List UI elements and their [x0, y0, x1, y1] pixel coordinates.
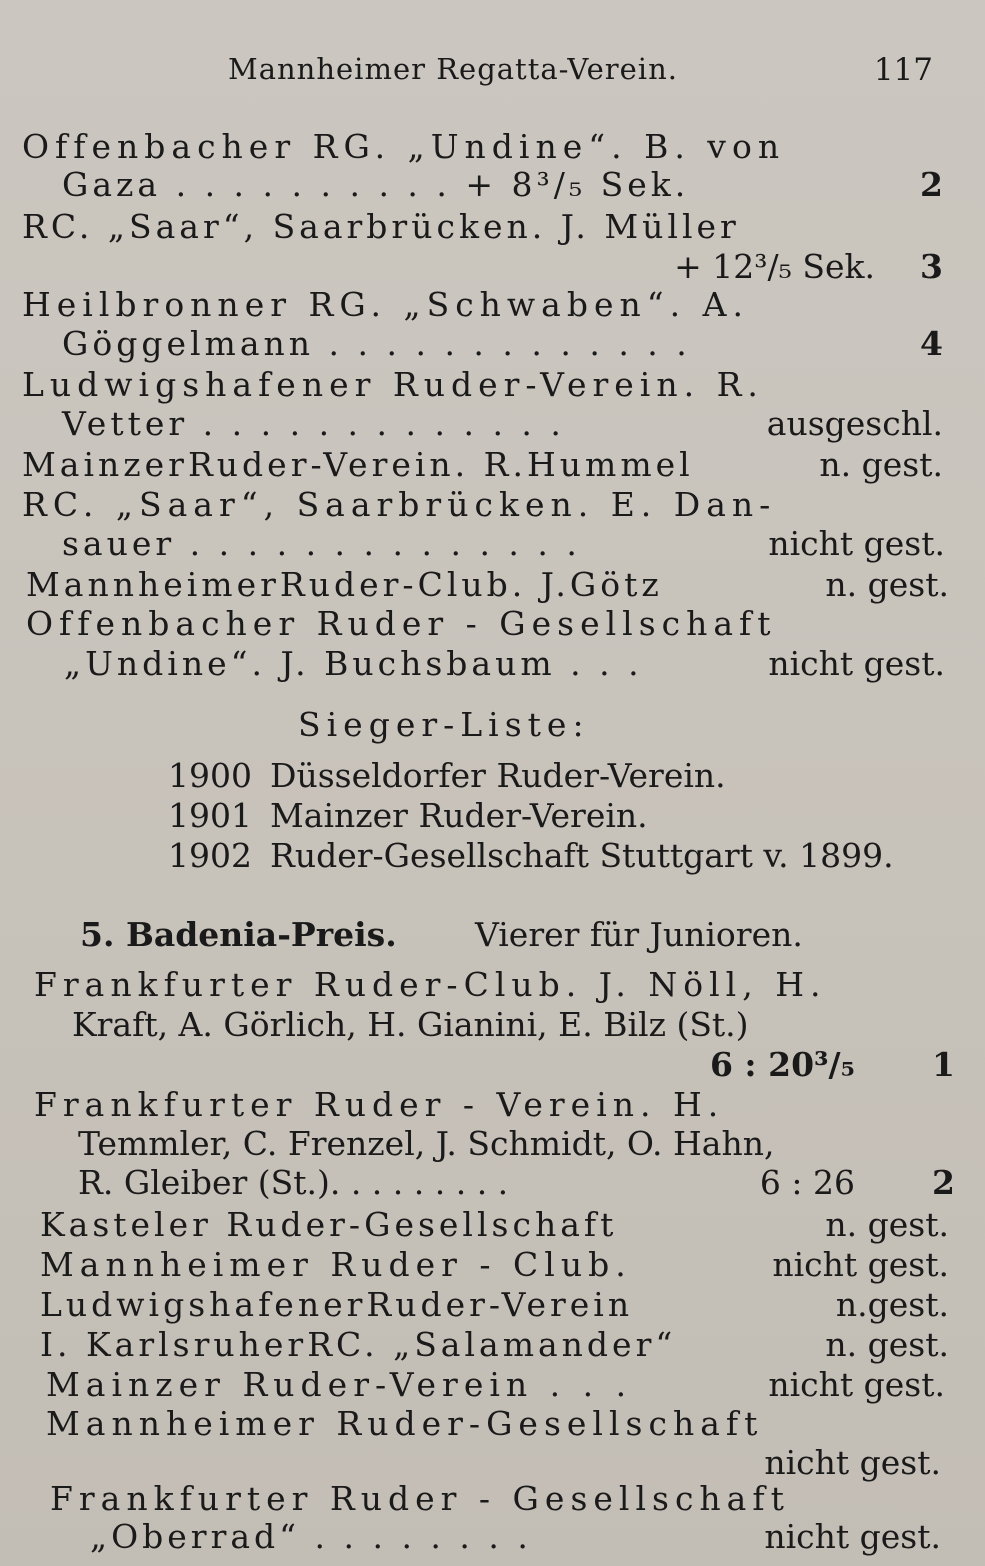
result-status: n. gest.	[819, 445, 943, 484]
entry-line	[0, 1326, 985, 1366]
entry-line	[0, 605, 985, 645]
result-status: n. gest.	[825, 565, 949, 604]
result-status: nicht gest.	[768, 1365, 945, 1404]
result-status: nicht gest.	[764, 1517, 941, 1556]
result-status: n. gest.	[825, 1325, 949, 1364]
entry-line	[0, 248, 985, 288]
entry-line	[0, 1246, 985, 1286]
entry-line	[0, 566, 985, 606]
place-number: 2	[920, 165, 943, 204]
entry-line	[0, 208, 985, 248]
entry-text: LudwigshafenerRuder-Verein	[40, 1285, 634, 1324]
entry-line	[0, 1164, 985, 1204]
entry-text: sauer . . . . . . . . . . . . . .	[62, 524, 581, 563]
entry-text: Mainzer Ruder-Verein . . .	[46, 1365, 633, 1404]
winner-row	[0, 837, 985, 877]
entry-line	[0, 1480, 985, 1520]
winners-title: Sieger-Liste:	[298, 705, 590, 744]
entry-line	[0, 1518, 985, 1558]
entry-text: RC. „Saar“, Saarbrücken. J. Müller	[22, 207, 740, 246]
race-title: 5. Badenia-Preis.	[80, 915, 397, 954]
place-number: 3	[920, 247, 943, 286]
entry-line	[0, 1286, 985, 1326]
entry-line	[0, 1086, 985, 1126]
winners-heading	[0, 705, 985, 745]
entry-line	[0, 645, 985, 685]
winner-club: Ruder-Gesellschaft Stuttgart v. 1899.	[270, 836, 894, 875]
entry-line	[0, 1206, 985, 1246]
entry-text: Frankfurter Ruder-Club. J. Nöll, H.	[34, 965, 827, 1004]
result-status: ausgeschl.	[766, 404, 943, 443]
entry-line	[0, 1006, 985, 1046]
entry-text: Vetter . . . . . . . . . . . . .	[62, 404, 565, 443]
entry-text: MannheimerRuder-Club. J.Götz	[26, 565, 663, 604]
entry-text: „Oberrad“ . . . . . . . .	[90, 1517, 532, 1556]
place-number: 2	[932, 1163, 955, 1202]
finish-time: 6 : 20³/₅	[709, 1045, 855, 1084]
header-title: Mannheimer Regatta-Verein.	[228, 52, 678, 86]
race-heading	[0, 915, 985, 955]
entry-line	[0, 446, 985, 486]
entry-line	[0, 1405, 985, 1445]
entry-line	[0, 286, 985, 326]
winner-row	[0, 797, 985, 837]
entry-line	[0, 966, 985, 1006]
running-header	[0, 52, 985, 102]
entry-text: Mannheimer Ruder - Club.	[40, 1245, 632, 1284]
entry-line	[0, 1046, 985, 1086]
race-subtitle: Vierer für Junioren.	[475, 915, 803, 954]
winner-club: Düsseldorfer Ruder-Verein.	[270, 756, 726, 795]
entry-line	[0, 1125, 985, 1165]
entry-text: „Undine“. J. Buchsbaum . . .	[64, 644, 643, 683]
entry-line	[0, 366, 985, 406]
winner-year: 1902	[168, 836, 252, 875]
entry-text: Ludwigshafener Ruder-Verein. R.	[22, 365, 764, 404]
entry-line	[0, 325, 985, 365]
entry-line	[0, 1444, 985, 1484]
winner-row	[0, 757, 985, 797]
entry-text: Mannheimer Ruder-Gesellschaft	[46, 1404, 764, 1443]
entry-text: Göggelmann . . . . . . . . . . . . .	[62, 324, 691, 363]
entry-text: Kraft, A. Görlich, H. Gianini, E. Bilz (St.)	[72, 1005, 749, 1044]
finish-time: 6 : 26	[759, 1163, 855, 1202]
entry-text: Offenbacher Ruder - Gesellschaft	[26, 604, 777, 643]
result-status: nicht gest.	[764, 1443, 941, 1482]
entry-text: Heilbronner RG. „Schwaben“. A.	[22, 285, 749, 324]
place-number: 1	[932, 1045, 955, 1084]
entry-text: + 12³/₅ Sek.	[674, 247, 875, 286]
page-number: 117	[873, 52, 933, 88]
winner-year: 1900	[168, 756, 252, 795]
entry-line	[0, 405, 985, 445]
entry-text: Gaza . . . . . . . . . . + 8³/₅ Sek.	[62, 165, 690, 204]
result-status: nicht gest.	[768, 524, 945, 563]
entry-text: Frankfurter Ruder - Verein. H.	[34, 1085, 725, 1124]
result-status: n. gest.	[825, 1205, 949, 1244]
winner-club: Mainzer Ruder-Verein.	[270, 796, 648, 835]
entry-text: Kasteler Ruder-Gesellschaft	[40, 1205, 618, 1244]
entry-text: RC. „Saar“, Saarbrücken. E. Dan-	[22, 485, 777, 524]
entry-line	[0, 525, 985, 565]
entry-text: Frankfurter Ruder - Gesellschaft	[50, 1479, 790, 1518]
entry-line	[0, 1366, 985, 1406]
entry-line	[0, 486, 985, 526]
winner-year: 1901	[168, 796, 252, 835]
entry-text: Offenbacher RG. „Undine“. B. von	[22, 127, 786, 166]
entry-line	[0, 128, 985, 168]
result-status: nicht gest.	[768, 644, 945, 683]
entry-text: Temmler, C. Frenzel, J. Schmidt, O. Hahn,	[78, 1124, 775, 1163]
entry-text: R. Gleiber (St.). . . . . . . . .	[78, 1163, 509, 1202]
result-status: nicht gest.	[772, 1245, 949, 1284]
entry-text: MainzerRuder-Verein. R.Hummel	[22, 445, 694, 484]
result-status: n.gest.	[835, 1285, 949, 1324]
entry-line	[0, 166, 985, 206]
place-number: 4	[920, 324, 943, 363]
entry-text: I. KarlsruherRC. „Salamander“	[40, 1325, 677, 1364]
